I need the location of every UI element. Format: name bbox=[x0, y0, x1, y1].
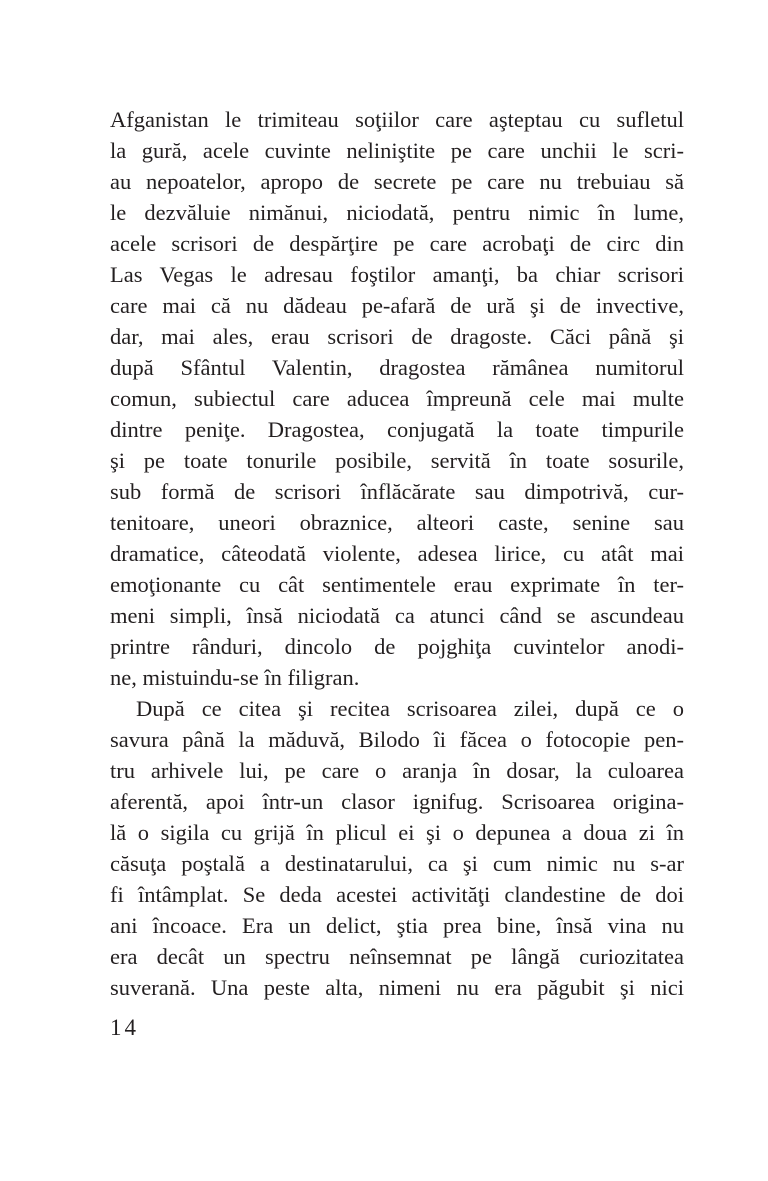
text-line: şi pe toate tonurile posibile, servită în toate sosurile, bbox=[110, 448, 684, 473]
text-line: tru arhivele lui, pe care o aranja în dosar, la culoarea bbox=[110, 758, 684, 783]
text-line: fi întâmplat. Se deda acestei activităţi clandestine de doi bbox=[110, 882, 684, 907]
paragraph-start-line: După ce citea şi recitea scrisoarea zilei, după ce o bbox=[136, 696, 684, 721]
text-line: comun, subiectul care aducea împreună cele mai multe bbox=[110, 386, 684, 411]
text-line: după Sfântul Valentin, dragostea rămânea numitorul bbox=[110, 355, 684, 380]
text-line: acele scrisori de despărţire pe care acrobaţi de circ din bbox=[110, 231, 684, 256]
text-line: căsuţa poştală a destinatarului, ca şi cum nimic nu s-ar bbox=[110, 851, 684, 876]
body-text bbox=[110, 104, 684, 1003]
text-line: suverană. Una peste alta, nimeni nu era păgubit şi nici bbox=[110, 975, 684, 1000]
text-line: sub formă de scrisori înflăcărate sau dimpotrivă, cur- bbox=[110, 479, 684, 504]
text-line: savura până la măduvă, Bilodo îi făcea o fotocopie pen- bbox=[110, 727, 684, 752]
text-line: au nepoatelor, apropo de secrete pe care nu trebuiau să bbox=[110, 169, 684, 194]
text-line: era decât un spectru neînsemnat pe lângă curiozitatea bbox=[110, 944, 684, 969]
text-line: dintre peniţe. Dragostea, conjugată la toate timpurile bbox=[110, 417, 684, 442]
text-line: lă o sigila cu grijă în plicul ei şi o depunea a doua zi în bbox=[110, 820, 684, 845]
text-line: tenitoare, uneori obraznice, alteori caste, senine sau bbox=[110, 510, 684, 535]
text-line: ani încoace. Era un delict, ştia prea bine, însă vina nu bbox=[110, 913, 684, 938]
text-line: dar, mai ales, erau scrisori de dragoste. Căci până şi bbox=[110, 324, 684, 349]
text-line: emoţionante cu cât sentimentele erau exprimate în ter- bbox=[110, 572, 684, 597]
text-line: aferentă, apoi într-un clasor ignifug. Scrisoarea origina- bbox=[110, 789, 684, 814]
page-number: 14 bbox=[110, 1015, 139, 1040]
text-line: care mai că nu dădeau pe-afară de ură şi de invective, bbox=[110, 293, 684, 318]
text-line: dramatice, câteodată violente, adesea lirice, cu atât mai bbox=[110, 541, 684, 566]
text-line: meni simpli, însă niciodată ca atunci când se ascundeau bbox=[110, 603, 684, 628]
text-line: la gură, acele cuvinte neliniştite pe care unchii le scri- bbox=[110, 138, 684, 163]
text-line: printre rânduri, dincolo de pojghiţa cuvintelor anodi- bbox=[110, 634, 684, 659]
text-line: Afganistan le trimiteau soţiilor care aşteptau cu sufletul bbox=[110, 107, 684, 132]
text-line: le dezvăluie nimănui, niciodată, pentru nimic în lume, bbox=[110, 200, 684, 225]
text-line: Las Vegas le adresau foştilor amanţi, ba chiar scrisori bbox=[110, 262, 684, 287]
paragraph-end-line: ne, mistuindu-se în filigran. bbox=[110, 665, 360, 690]
